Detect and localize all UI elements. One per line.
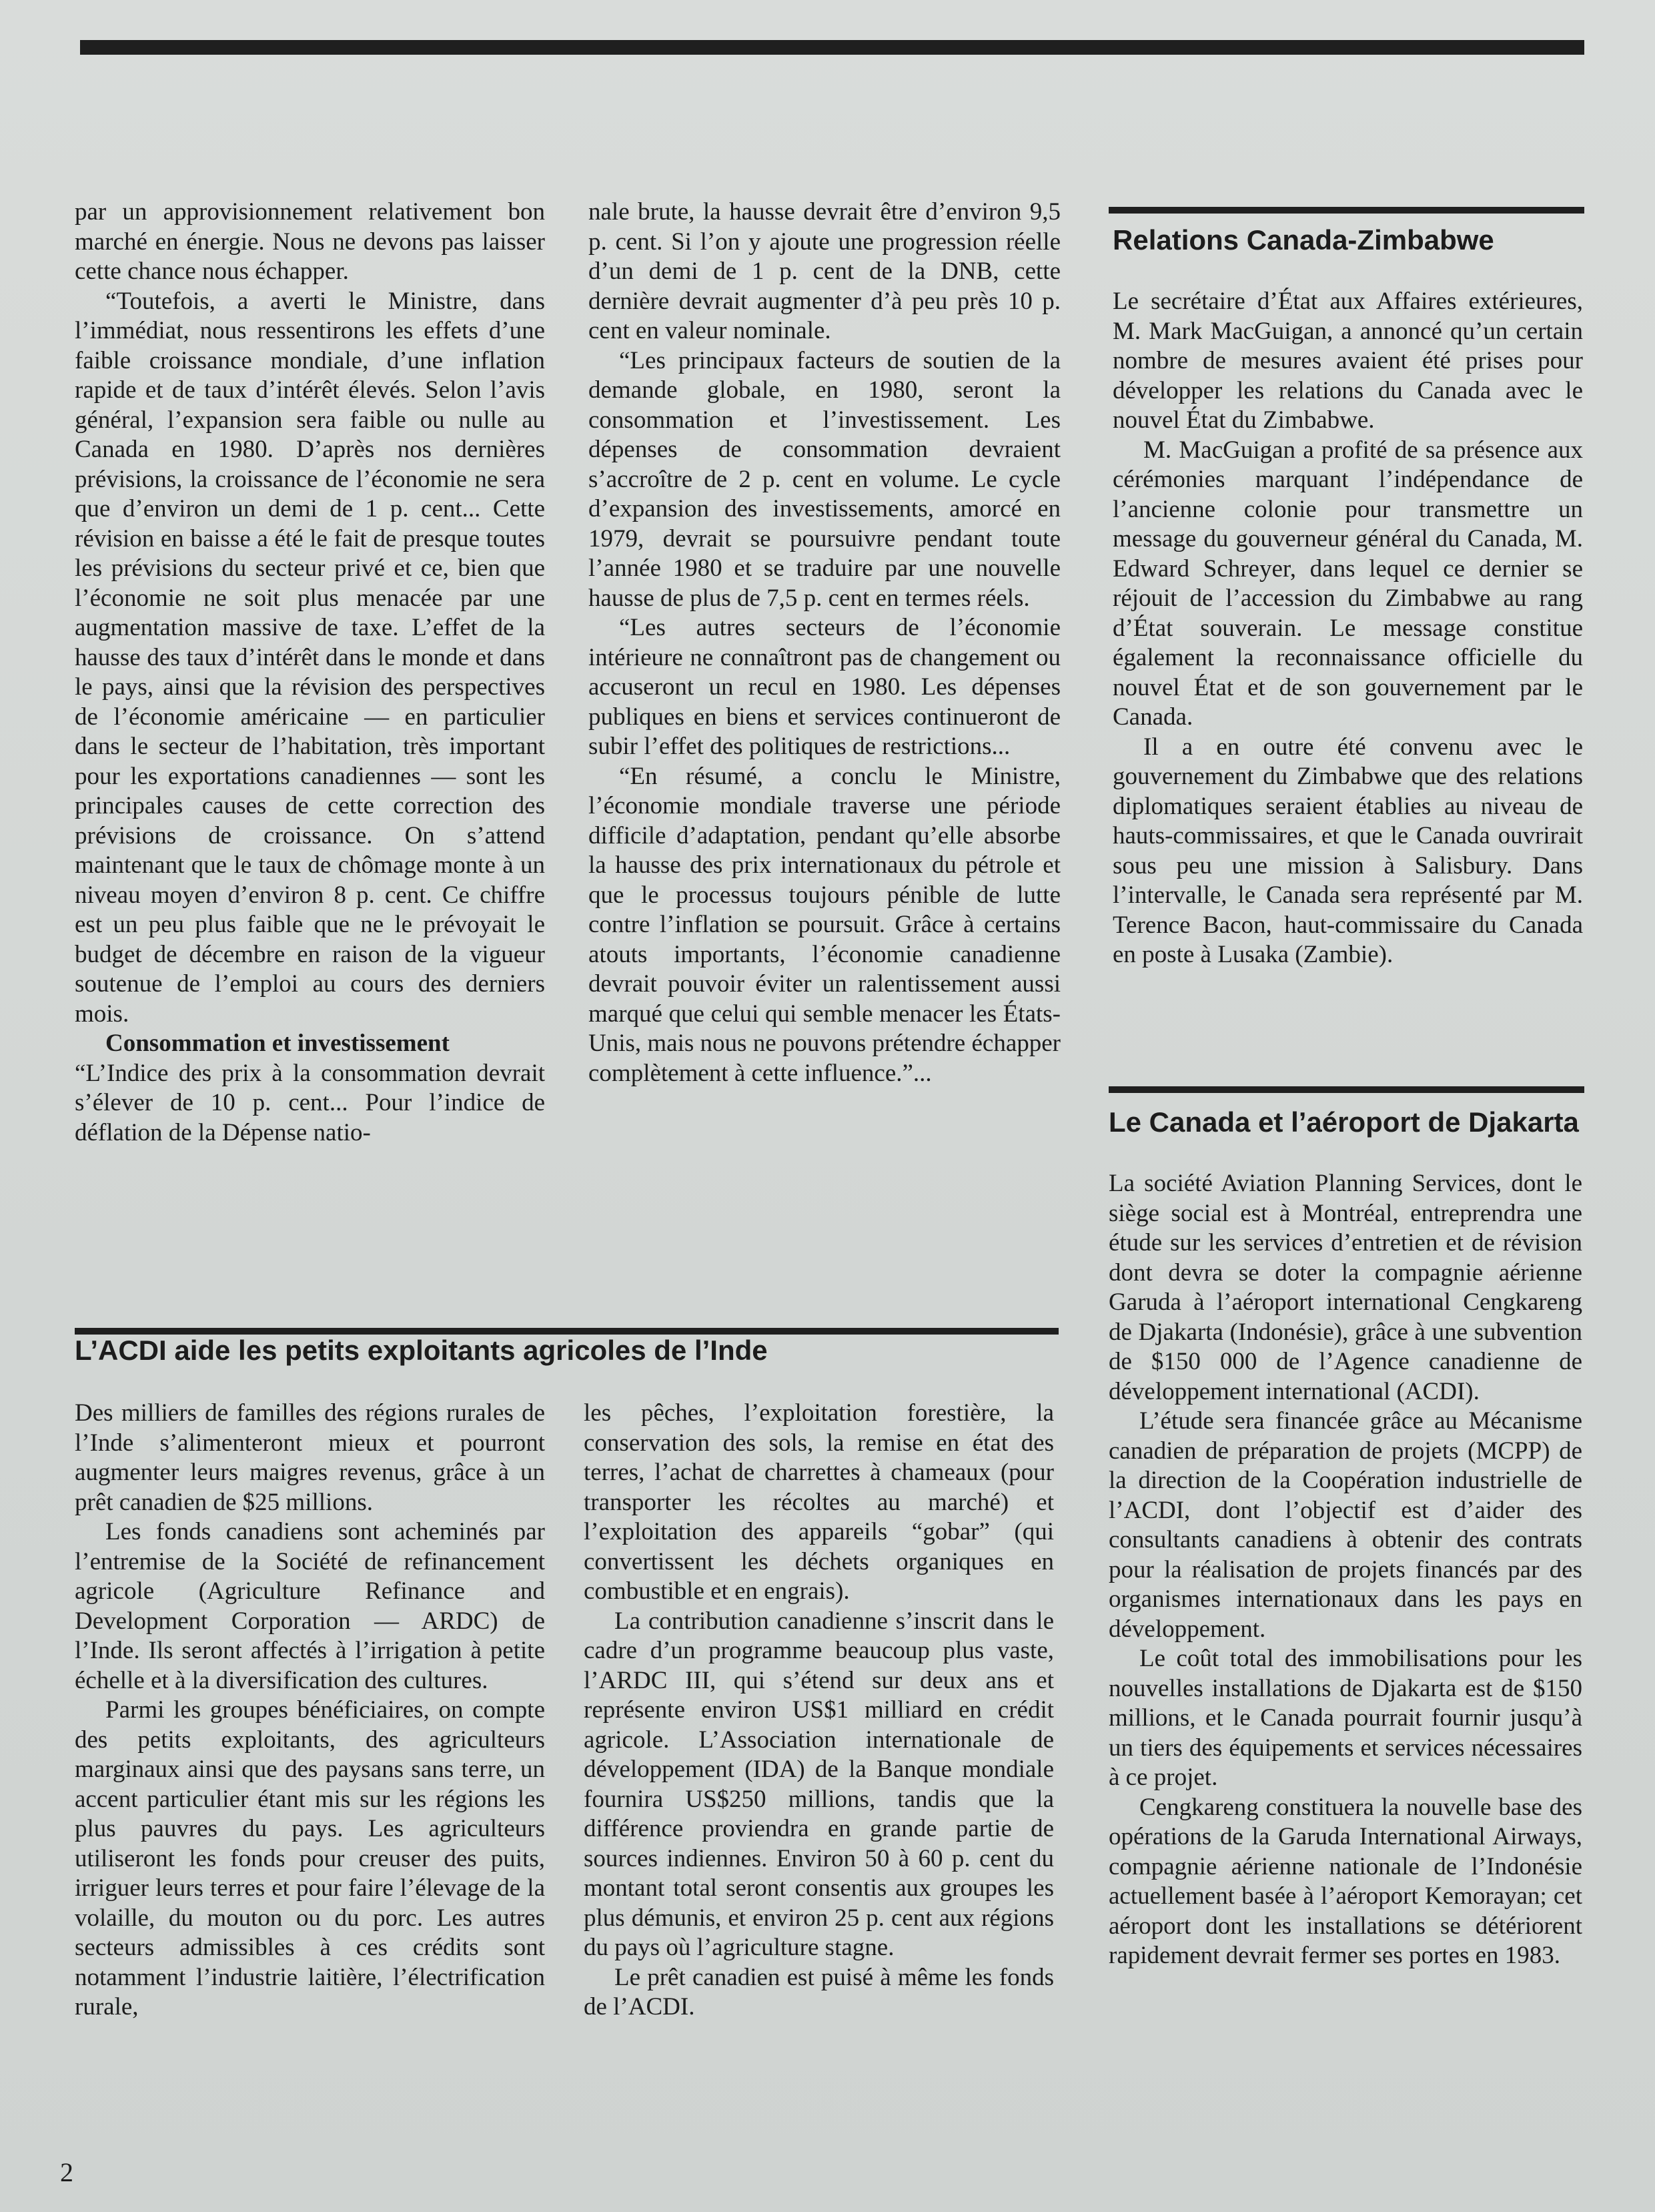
paragraph: Il a en outre été convenu avec le gouvernement du Zimbabwe que des relations diplomatiques seraient établies au niveau de hauts-commissaires, et que le Canada ouvrirait sous peu une mission à Salisbury. Dans l’intervalle, le Canada sera représenté par M. Terence Bacon, haut-commissaire du Canada en poste à Lusaka (Zambie). xyxy=(1113,733,1583,968)
paragraph: “L’Indice des prix à la consommation devrait s’élever de 10 p. cent... Pour l’indice de déflation de la Dépense natio- xyxy=(75,1059,545,1146)
paragraph: Parmi les groupes bénéficiaires, on compte des petits exploitants, des agriculteurs marginaux ainsi que des paysans sans terre, un accent particulier étant mis sur les régions les plus pauvres du pays. Les agriculteurs utiliseront les fonds pour creuser des puits, irriguer leurs terres et pour faire l’élevage de la volaille, du mouton ou du porc. Les autres secteurs admissibles à ces crédits sont notamment l’industrie laitière, l’électrification rurale, xyxy=(75,1696,545,2020)
zimbabwe-body xyxy=(1113,287,1583,970)
subheading: Consommation et investissement xyxy=(105,1030,450,1057)
acdi-col1 xyxy=(75,1399,545,2022)
top-article-col2 xyxy=(588,198,1061,1088)
djakarta-heading: Le Canada et l’aéroport de Djakarta xyxy=(1109,1106,1579,1138)
paragraph: L’étude sera financée grâce au Mécanisme canadien de préparation de projets (MCPP) de la direction de la Coopération industrielle de l’ACDI, dont l’objectif est d’aider des consultants canadiens à obtenir des contrats pour la réalisation de projets financés par des organismes internationaux dans les pays en développement. xyxy=(1109,1407,1582,1643)
paragraph: Le coût total des immobilisations pour les nouvelles installations de Djakarta est de $150 millions, et le Canada pourrait fournir jusqu’à un tiers des équipements et services nécessaires à ce projet. xyxy=(1109,1645,1582,1791)
paragraph: M. MacGuigan a profité de sa présence aux cérémonies marquant l’indépendance de l’ancienne colonie pour transmettre un message du gouverneur général du Canada, M. Edward Schreyer, dans lequel ce dernier se réjouit de l’accession du Zimbabwe au rang d’État souverain. Le message constitue également la reconnaissance officielle du nouvel État et de son gouvernement par le Canada. xyxy=(1113,436,1583,731)
page-number: 2 xyxy=(60,2157,73,2187)
paragraph: “Les principaux facteurs de soutien de la demande globale, en 1980, seront la consommation et l’investissement. Les dépenses de consommation devraient s’accroître de 2 p. cent en volume. Le cycle d’expansion des investissements, amorcé en 1979, devrait se poursuivre pendant toute l’année 1980 et se traduire par une nouvelle hausse de plus de 7,5 p. cent en termes réels. xyxy=(588,346,1061,612)
paragraph: Le secrétaire d’État aux Affaires extérieures, M. Mark MacGuigan, a annoncé qu’un certain nombre de mesures avaient été prises pour développer les relations du Canada avec le nouvel État du Zimbabwe. xyxy=(1113,288,1583,434)
top-rule xyxy=(80,40,1584,55)
paragraph: par un approvisionnement relativement bon marché en énergie. Nous ne devons pas laisser cette chance nous échapper. xyxy=(75,198,545,285)
paragraph: Cengkareng constituera la nouvelle base des opérations de la Garuda International Airways, compagnie aérienne nationale de l’Indonésie actuellement basée à l’aéroport Kemorayan; cet aéroport dont les installations se détériorent rapidement devrait fermer ses portes en 1983. xyxy=(1109,1793,1582,1969)
paragraph: “En résumé, a conclu le Ministre, l’économie mondiale traverse une période difficile d’adaptation, pendant qu’elle absorbe la hausse des prix internationaux du pétrole et que le processus toujours pénible de lutte contre l’inflation se poursuit. Grâce à certains atouts importants, l’économie canadienne devrait pouvoir éviter un ralentissement aussi marqué que celui qui semble menacer les États-Unis, mais nous ne pouvons prétendre échapper complètement à cette influence.”... xyxy=(588,762,1061,1087)
zimbabwe-heading: Relations Canada-Zimbabwe xyxy=(1113,224,1494,256)
djakarta-rule xyxy=(1109,1086,1584,1093)
paragraph: Le prêt canadien est puisé à même les fonds de l’ACDI. xyxy=(584,1963,1054,2020)
paragraph: La société Aviation Planning Services, dont le siège social est à Montréal, entreprendra une étude sur les services d’entretien et de révision dont devra se doter la compagnie aérienne Garuda à l’aéroport international Cengkareng de Djakarta (Indonésie), grâce à une subvention de $150 000 de l’Agence canadienne de développement international (ACDI). xyxy=(1109,1170,1582,1405)
acdi-rule xyxy=(75,1328,1059,1335)
paragraph: La contribution canadienne s’inscrit dans le cadre d’un programme beaucoup plus vaste, l’ARDC III, qui s’étend sur deux ans et représente environ US$1 milliard en crédit agricole. L’Association internationale de développement (IDA) de la Banque mondiale fournira US$250 millions, tandis que la différence proviendra en grande partie de sources indiennes. Environ 50 à 60 p. cent du montant total seront consentis aux groupes les plus démunis, et environ 25 p. cent aux régions du pays où l’agriculture stagne. xyxy=(584,1607,1054,1961)
djakarta-body xyxy=(1109,1169,1582,1971)
top-article-col1 xyxy=(75,198,545,1148)
paragraph: les pêches, l’exploitation forestière, la conservation des sols, la remise en état des terres, l’achat de charrettes à chameaux (pour transporter les récoltes au marché) et l’exploitation des appareils “gobar” (qui convertissent les déchets organiques en combustible et en engrais). xyxy=(584,1399,1054,1605)
acdi-heading: L’ACDI aide les petits exploitants agricoles de l’Inde xyxy=(75,1335,768,1366)
paragraph: Les fonds canadiens sont acheminés par l’entremise de la Société de refinancement agricole (Agriculture Refinance and Development Corporation — ARDC) de l’Inde. Ils seront affectés à l’irrigation à petite échelle et à la diversification des cultures. xyxy=(75,1518,545,1694)
zimbabwe-rule xyxy=(1109,207,1584,214)
paragraph: “Les autres secteurs de l’économie intérieure ne connaîtront pas de changement ou accuseront un recul en 1980. Les dépenses publiques en biens et services continueront de subir l’effet des politiques de restrictions... xyxy=(588,614,1061,760)
paragraph: Des milliers de familles des régions rurales de l’Inde s’alimenteront mieux et pourront augmenter leurs maigres revenus, grâce à un prêt canadien de $25 millions. xyxy=(75,1399,545,1516)
paragraph: “Toutefois, a averti le Ministre, dans l’immédiat, nous ressentirons les effets d’une faible croissance mondiale, d’une inflation rapide et de taux d’intérêt élevés. Selon l’avis général, l’expansion sera faible ou nulle au Canada en 1980. D’après nos dernières prévisions, la croissance de l’économie ne sera que d’environ un demi de 1 p. cent... Cette révision en baisse a été le fait de presque toutes les prévisions du secteur privé et ce, bien que l’économie ne soit plus menacée par une augmentation massive de taxe. L’effet de la hausse des taux d’intérêt dans le monde et dans le pays, ainsi que la révision des perspectives de l’économie américaine — en particulier dans le secteur de l’habitation, très important pour les exportations canadiennes — sont les principales causes de cette correction des prévisions de croissance. On s’attend maintenant que le taux de chômage monte à un niveau moyen d’environ 8 p. cent. Ce chiffre est un peu plus faible que ne le prévoyait le budget de décembre en raison de la vigueur soutenue de l’emploi au cours des derniers mois. xyxy=(75,287,545,1028)
acdi-col2 xyxy=(584,1399,1054,2022)
paragraph: nale brute, la hausse devrait être d’environ 9,5 p. cent. Si l’on y ajoute une progression réelle d’un demi de 1 p. cent de la DNB, cette dernière devrait augmenter d’à peu près 10 p. cent en valeur nominale. xyxy=(588,198,1061,344)
